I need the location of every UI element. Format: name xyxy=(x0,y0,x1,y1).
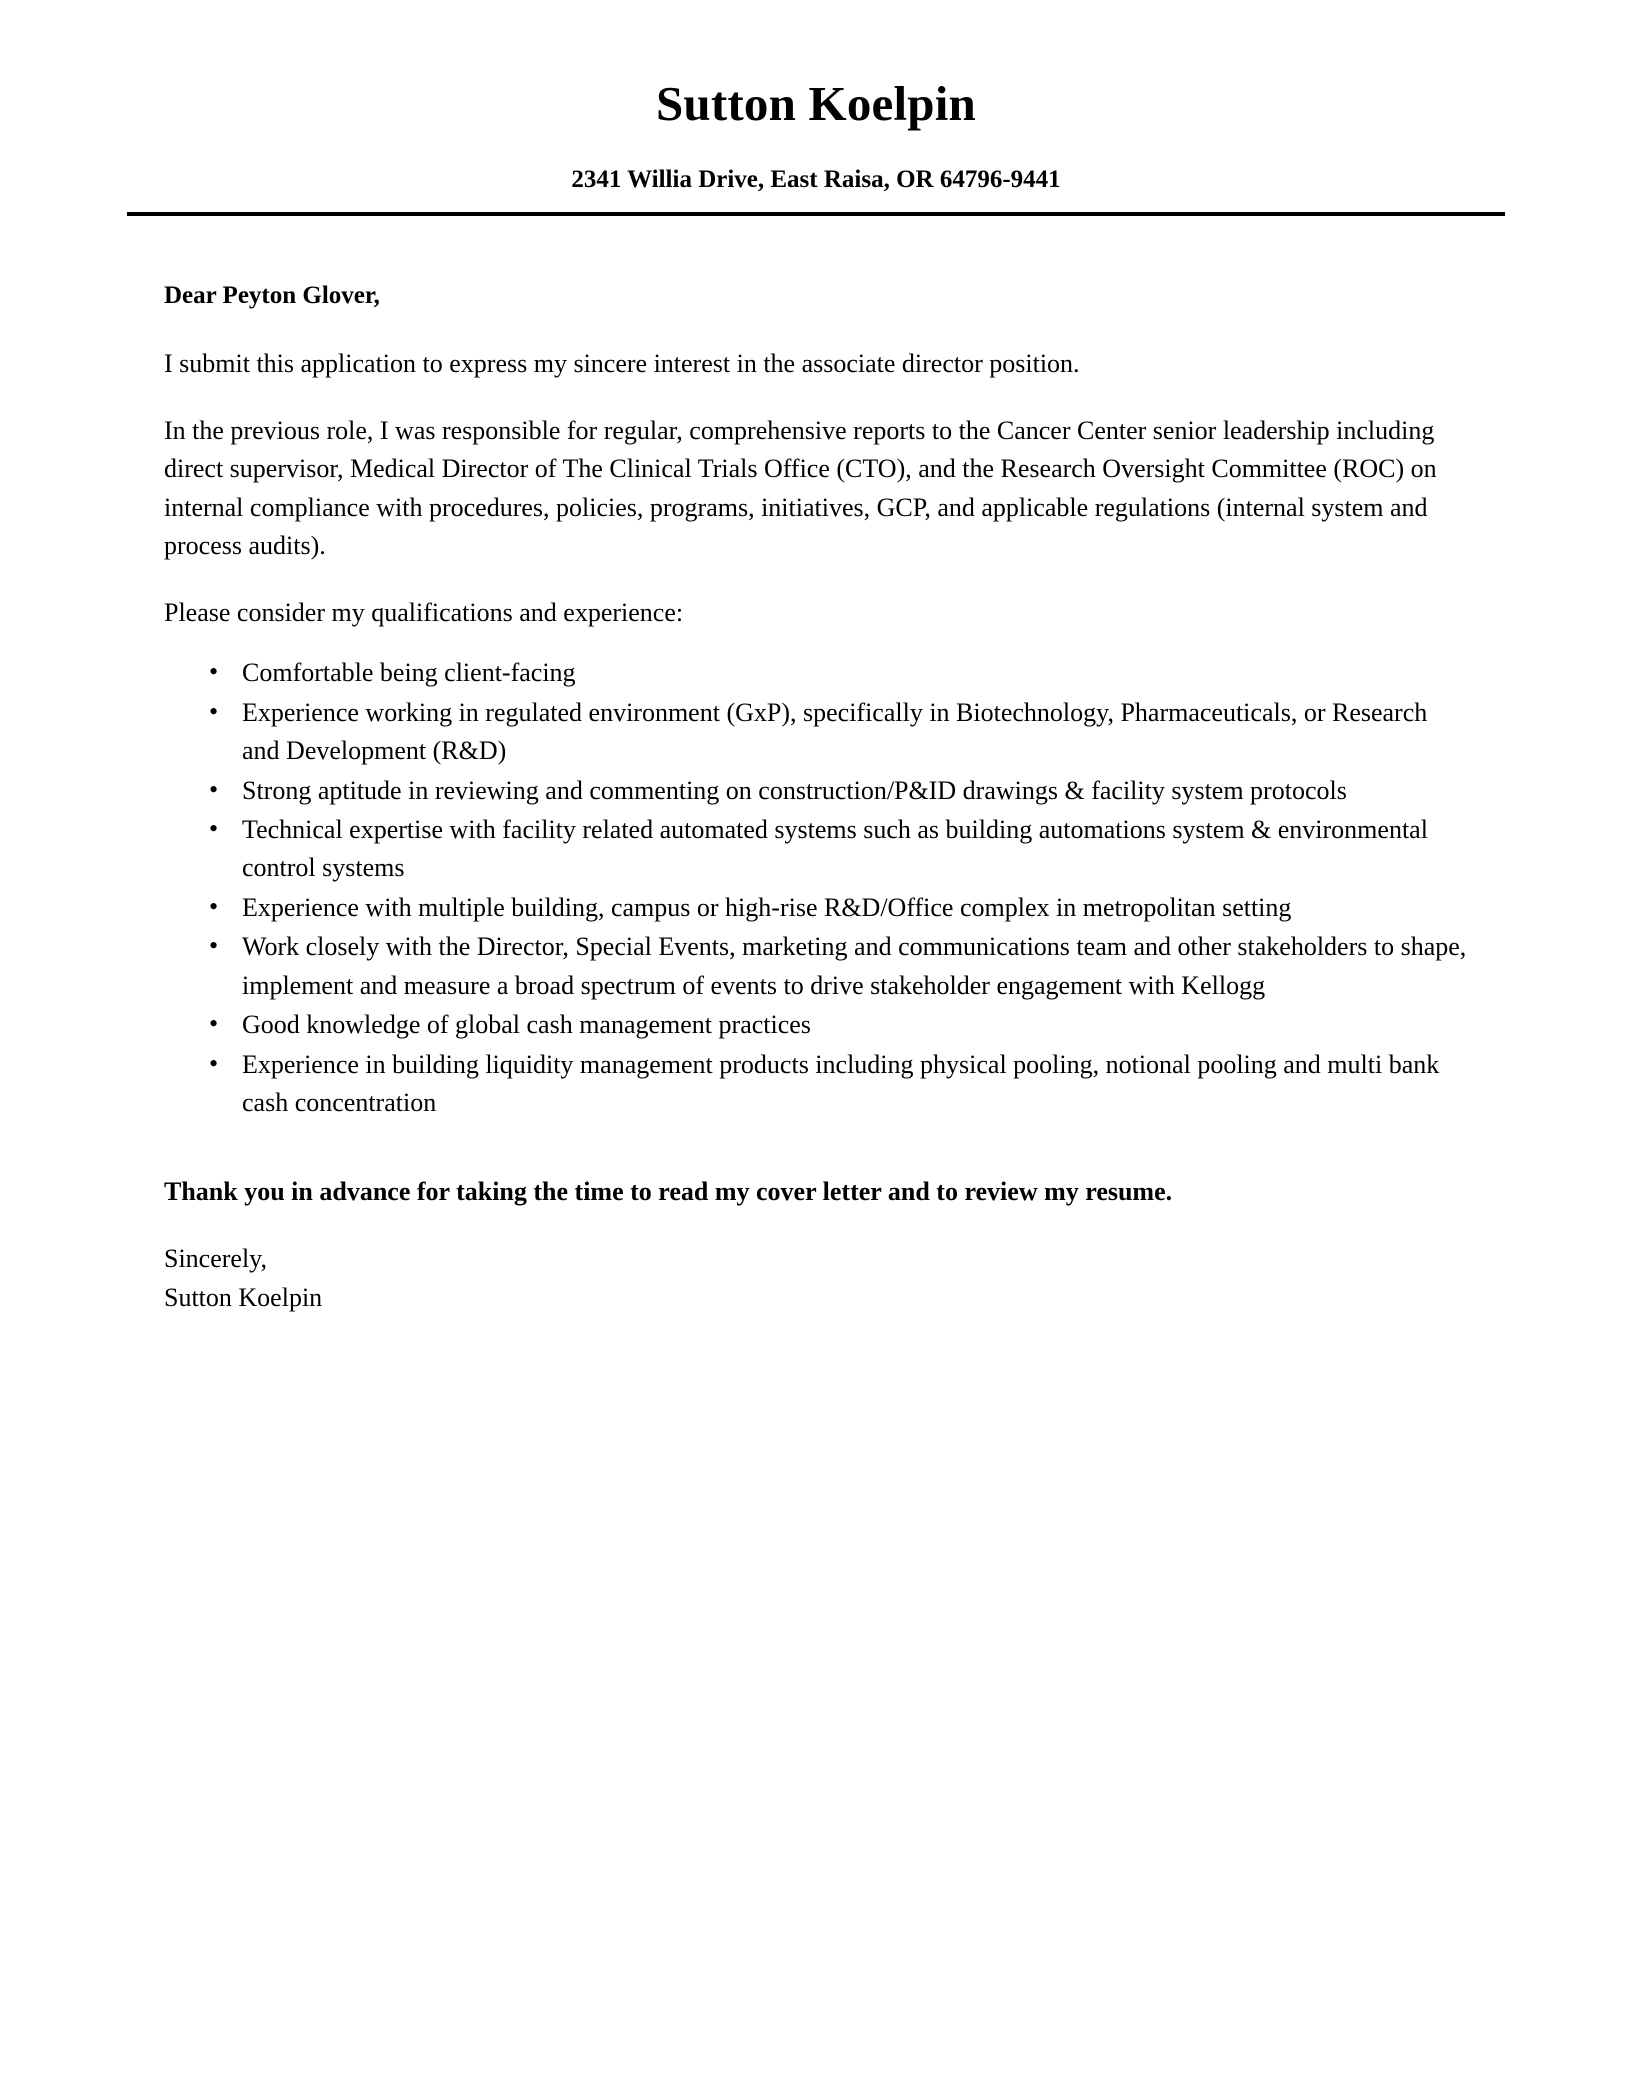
sign-off: Sincerely, xyxy=(164,1244,267,1274)
list-item: • Comfortable being client-facing xyxy=(209,654,1471,692)
list-item: • Experience in building liquidity management products including physical pooling, notional pooling and multi bank cash concentration xyxy=(209,1046,1471,1123)
header-divider xyxy=(127,212,1505,216)
address-line: 2341 Willia Drive, East Raisa, OR 64796-9441 xyxy=(571,165,1061,193)
qualifications-list xyxy=(164,654,1471,1123)
list-item: • Good knowledge of global cash management practices xyxy=(209,1006,1471,1044)
list-item: • Experience with multiple building, campus or high-rise R&D/Office complex in metropolitan setting xyxy=(209,889,1471,927)
letter-body xyxy=(161,279,1471,1318)
letterhead xyxy=(0,0,1632,216)
list-item: • Strong aptitude in reviewing and commenting on construction/P&ID drawings & facility system protocols xyxy=(209,772,1471,810)
signature-name: Sutton Koelpin xyxy=(164,1282,323,1312)
list-item: • Work closely with the Director, Special Events, marketing and communications team and other stakeholders to shape, implement and measure a broad spectrum of events to drive stakeholder engagement with Kellogg xyxy=(209,928,1471,1005)
thank-you-line: Thank you in advance for taking the time to read my cover letter and to review my resume. xyxy=(164,1176,1173,1206)
intro-paragraph: I submit this application to express my sincere interest in the associate director position. xyxy=(164,349,1080,379)
salutation: Dear Peyton Glover, xyxy=(164,281,380,309)
list-item: • Technical expertise with facility related automated systems such as building automations system & environmental control systems xyxy=(209,811,1471,888)
page-title: Sutton Koelpin xyxy=(655,75,977,131)
signature-block xyxy=(164,1240,1471,1317)
list-lead-in: Please consider my qualifications and experience: xyxy=(164,597,684,627)
list-item: • Experience working in regulated environment (GxP), specifically in Biotechnology, Pharmaceuticals, or Research and Development (R&D) xyxy=(209,694,1471,771)
body-paragraph: In the previous role, I was responsible for regular, comprehensive reports to the Cancer Center senior leadership including direct supervisor, Medical Director of The Clinical Trials Office (CTO), and the Research Oversight Committee (ROC) on internal compliance with procedures, policies, programs, initiatives, GCP, and applicable regulations (internal system and process audits). xyxy=(164,415,1437,561)
